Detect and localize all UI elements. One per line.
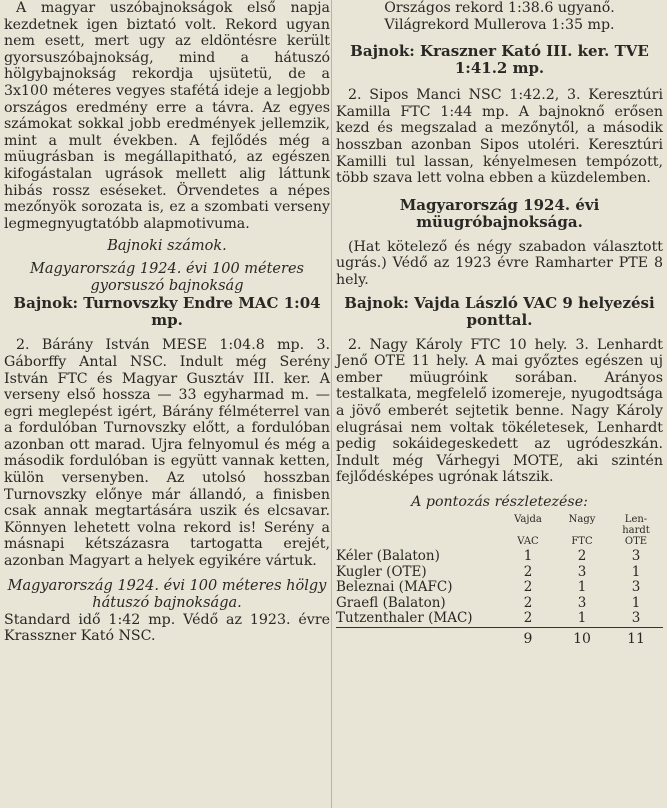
total-vajda: 9 <box>501 627 555 647</box>
judge-name: Graefl (Balaton) <box>336 594 446 611</box>
event1-champion: Bajnok: Turnovszky Endre MAC 1:04 mp. <box>13 294 321 330</box>
intro-paragraph: A magyar uszóbajnokságok első napja kezdetnek igen biztató volt. Rekord ugyan nem esett, mert ugy az eldöntésre került gyorsuszóbajnokság, mind a hátuszó hölgybajnokság rekordja ujsütetü, de a 3x100 méteres vegyes stafétá ideje a legjobb országos eredmény erre a távra. Az egyes számokat sokkal jobb eredmények jellemzik, mint a mult években. A fejlődés még a müugrásban is megállapitható, az egészen kifogástalan ugrások mellett alig láttunk hibás rossz eséseket. Örvendetes a népes mezőnyök sorozata is, ez a szombati verseny legmegnyugtatóbb alapmotivuma. <box>4 0 330 232</box>
table-row <box>336 611 663 627</box>
score-cell: 1 <box>523 548 533 565</box>
section-title: Bajnoki számok. <box>107 238 227 255</box>
event2-standard: Standard idő 1:42 mp. Védő az 1923. évre Krasszner Kató NSC. <box>4 611 330 645</box>
column-header-nagy: Nagy FTC <box>568 514 596 548</box>
event1-title: Magyarország 1924. évi 100 méteres gyorsuszó bajnokság <box>30 261 304 295</box>
table-row <box>336 549 663 565</box>
totals-row <box>336 627 663 647</box>
column-header-vajda: Vajda VAC <box>514 514 542 548</box>
table-row <box>336 580 663 596</box>
record-line-1: Országos rekord 1:38.6 ugyanő. <box>384 0 615 16</box>
judge-name: Tutzenthaler (MAC) <box>336 610 473 627</box>
judge-name: Kéler (Balaton) <box>336 548 440 565</box>
table-row <box>336 596 663 612</box>
record-line-2: Világrekord Mullerova 1:35 mp. <box>384 16 615 33</box>
judge-name: Beleznai (MAFC) <box>336 579 453 596</box>
score-cell: 2 <box>523 563 533 580</box>
score-cell: 2 <box>523 579 533 596</box>
event3-description: (Hat kötelező és négy szabadon választott ugrás.) Védő az 1923 évre Ramharter PTE 8 hely. <box>336 238 663 288</box>
score-cell: 2 <box>577 548 587 565</box>
total-lenhardt: 11 <box>609 627 663 647</box>
right-column <box>336 0 663 647</box>
score-cell: 2 <box>523 610 533 627</box>
event1-text: 2. Bárány István MESE 1:04.8 mp. 3. Gáborffy Antal NSC. Indult még Serény István FTC és Magyar Gusztáv III. ker. A verseny első hossza — 33 egyharmad m. — egri meglepést igért, Bárány félméterrel van a fordulóban Turnovszky előtt, a fordulóban azonban ott marad. Ujra felnyomul és még a második fordulóban is együtt vannak ketten, külön versenyben. Az utolsó hosszban Turnovszky előnye már állandó, a finisben csak annak megtartására uszik és elcsavar. Könnyen lehetett volna rekord is! Serény a másnapi kétszázasra tartogatta erejét, azonban Magyart a helyek egyikére vártuk. <box>4 337 330 570</box>
table-corner <box>336 514 501 549</box>
score-cell: 2 <box>523 594 533 611</box>
totals-label <box>336 627 501 647</box>
score-cell: 1 <box>631 594 641 611</box>
score-cell: 1 <box>577 579 587 596</box>
score-cell: 1 <box>577 610 587 627</box>
total-nagy: 10 <box>555 627 609 647</box>
column-divider <box>331 0 332 808</box>
score-cell: 3 <box>631 548 641 565</box>
event3-champion: Bajnok: Vajda László VAC 9 helyezési ponttal. <box>344 293 655 329</box>
scoring-title: A pontozás részletezése: <box>411 493 588 510</box>
column-header-lenhardt: Len- hardt OTE <box>622 514 650 548</box>
event2-text: 2. Sipos Manci NSC 1:42.2, 3. Keresztúri Kamilla FTC 1:44 mp. A bajnoknő erősen kezd és megszalad a mezőnytől, a második hosszban azonban Sipos utoléri. Keresztúri Kamilli tul lassan, kényelmesen tempózott, több szava lett volna ebben a küzdelemben. <box>336 87 663 187</box>
scoring-table <box>336 514 663 647</box>
score-cell: 3 <box>577 594 587 611</box>
event3-title: Magyarország 1924. évi müugróbajnoksága. <box>399 195 600 231</box>
table-row <box>336 565 663 581</box>
event2-champion: Bajnok: Kraszner Kató III. ker. TVE 1:41.2 mp. <box>350 42 649 78</box>
score-cell: 1 <box>631 563 641 580</box>
judge-name: Kugler (OTE) <box>336 563 427 580</box>
event3-text: 2. Nagy Károly FTC 10 hely. 3. Lenhardt Jenő OTE 11 hely. A mai győztes egészen uj ember müugróink sorában. Arányos testalkata, megfelelő izomereje, nyugodtsága a jövő emberét sejtetik benne. Nagy Károly elugrásai nem voltak tökéletesek, Lenhardt pedig sokáidegeskedett az ugródeszkán. Indult még Várhegyi MOTE, aki szintén fejlődésképes ugrónak látszik. <box>336 336 663 486</box>
event2-title: Magyarország 1924. évi 100 méteres hölgy hátuszó bajnoksága. <box>7 577 327 611</box>
score-cell: 3 <box>631 610 641 627</box>
left-column <box>4 0 330 645</box>
score-cell: 3 <box>631 579 641 596</box>
score-cell: 3 <box>577 563 587 580</box>
